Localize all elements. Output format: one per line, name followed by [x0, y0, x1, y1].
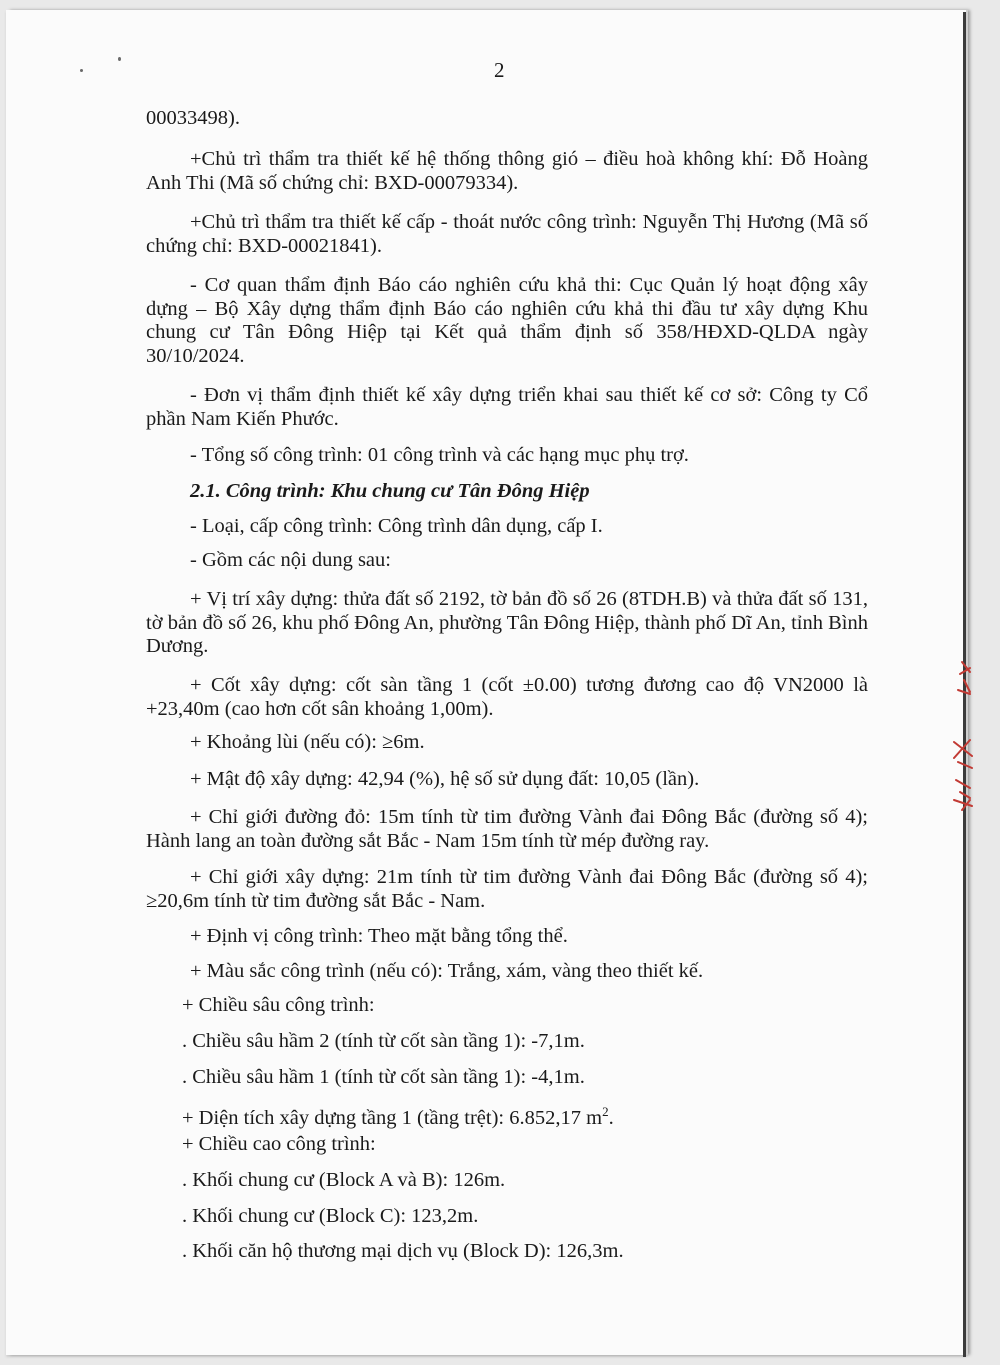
paragraph-feasibility-authority: - Cơ quan thẩm định Báo cáo nghiên cứu khả thi: Cục Quản lý hoạt động xây dựng – Bộ Xây dựng thẩm định Báo cáo nghiên cứu khả thi đầu tư xây dựng Khu chung cư Tân Đông Hiệp tại Kết quả thẩm định số 358/HĐXD-QLDA ngày 30/10/2024. [146, 274, 868, 367]
paragraph-depth-heading: + Chiều sâu công trình: [182, 994, 375, 1016]
paragraph-location: + Vị trí xây dựng: thửa đất số 2192, tờ bản đồ số 26 (8TDH.B) và thửa đất số 131, tờ bản đồ số 26, khu phố Đông An, phường Tân Đông Hiệp, thành phố Dĩ An, tỉnh Bình Dương. [146, 588, 868, 657]
paragraph-height-heading: + Chiều cao công trình: [182, 1133, 376, 1155]
red-stamp-icon [940, 650, 980, 820]
page-number: 2 [494, 58, 505, 82]
paragraph-floor-area [182, 1100, 614, 1130]
paragraph-colors: + Màu sắc công trình (nếu có): Trắng, xám, vàng theo thiết kế. [190, 960, 704, 982]
paragraph-red-line: + Chỉ giới đường đỏ: 15m tính từ tim đường Vành đai Đông Bắc (đường số 4); Hành lang an toàn đường sắt Bắc - Nam 15m tính từ mép đường ray. [146, 806, 868, 852]
paragraph-elevation: + Cốt xây dựng: cốt sàn tầng 1 (cốt ±0.00) tương đương cao độ VN2000 là +23,40m (cao hơn cốt sân khoảng 1,00m). [146, 674, 868, 720]
paragraph-contents-intro: - Gồm các nội dung sau: [190, 549, 391, 571]
margin-stamp-marks [940, 650, 980, 820]
paragraph-water-review: +Chủ trì thẩm tra thiết kế cấp - thoát nước công trình: Nguyễn Thị Hương (Mã số chứng chỉ: BXD-00021841). [146, 211, 868, 257]
section-heading-2-1: 2.1. Công trình: Khu chung cư Tân Đông Hiệp [190, 480, 590, 502]
paragraph-cert-continuation: 00033498). [146, 107, 240, 129]
paragraph-basement-1: . Chiều sâu hầm 1 (tính từ cốt sàn tầng 1): -4,1m. [182, 1066, 585, 1088]
paragraph-positioning: + Định vị công trình: Theo mặt bằng tổng thể. [190, 925, 568, 947]
paragraph-ventilation-review: +Chủ trì thẩm tra thiết kế hệ thống thông gió – điều hoà không khí: Đỗ Hoàng Anh Thi (Mã số chứng chỉ: BXD-00079334). [146, 148, 868, 194]
paragraph-works-type: - Loại, cấp công trình: Công trình dân dụng, cấp I. [190, 515, 603, 537]
paragraph-block-c: . Khối chung cư (Block C): 123,2m. [182, 1205, 479, 1227]
paragraph-setback: + Khoảng lùi (nếu có): ≥6m. [190, 731, 425, 753]
paragraph-building-line: + Chỉ giới xây dựng: 21m tính từ tim đường Vành đai Đông Bắc (đường số 4); ≥20,6m tính từ tim đường sắt Bắc - Nam. [146, 866, 868, 912]
scan-speck [80, 69, 83, 72]
paragraph-total-works: - Tổng số công trình: 01 công trình và các hạng mục phụ trợ. [190, 444, 689, 466]
paragraph-block-ab: . Khối chung cư (Block A và B): 126m. [182, 1169, 506, 1191]
paragraph-density: + Mật độ xây dựng: 42,94 (%), hệ số sử dụng đất: 10,05 (lần). [190, 768, 700, 790]
paragraph-basement-2: . Chiều sâu hầm 2 (tính từ cốt sàn tầng 1): -7,1m. [182, 1030, 585, 1052]
area-exponent: 2 [602, 1104, 609, 1119]
scan-speck [118, 57, 121, 61]
floor-area-text: + Diện tích xây dựng tầng 1 (tầng trệt): 6.852,17 m [182, 1106, 603, 1129]
paragraph-design-appraisal-unit: - Đơn vị thẩm định thiết kế xây dựng triển khai sau thiết kế cơ sở: Công ty Cổ phần Nam Kiến Phước. [146, 384, 868, 430]
floor-area-end: . [608, 1106, 614, 1129]
paragraph-block-d: . Khối căn hộ thương mại dịch vụ (Block D): 126,3m. [182, 1240, 624, 1262]
